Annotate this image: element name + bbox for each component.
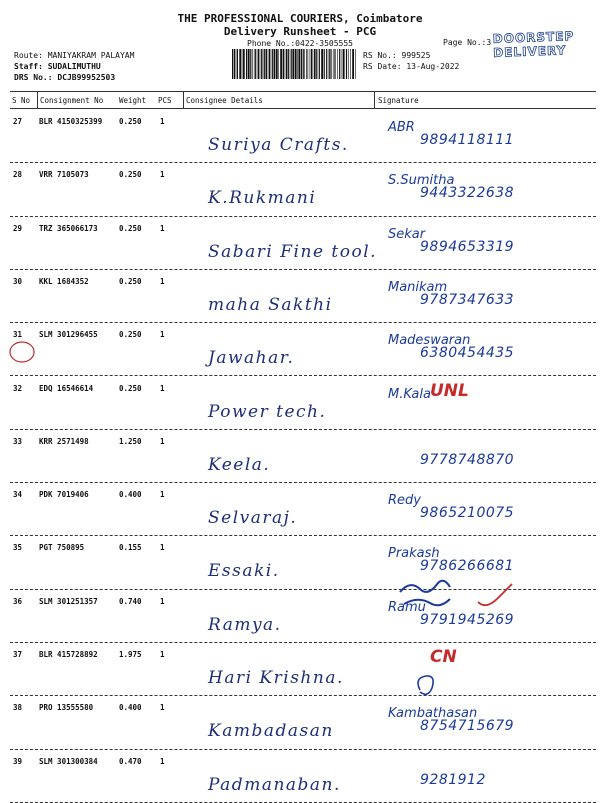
row-signature-name: Prakash [388, 546, 440, 562]
row-sno: 30 [13, 276, 23, 286]
row-weight: 0.250 [119, 383, 142, 393]
row-sno: 28 [13, 170, 23, 180]
row-sno: 36 [13, 596, 23, 606]
row-weight: 0.250 [119, 330, 142, 340]
row-signature-name: Madeswaran [388, 333, 471, 349]
row-signature-note: CN [430, 647, 457, 667]
rs-number: RS No.: 999525 [363, 51, 431, 60]
row-signature-phone: 6380454435 [420, 345, 515, 362]
row-pcs: 1 [160, 276, 165, 286]
row-weight: 0.250 [119, 117, 142, 126]
row-sno: 34 [13, 490, 23, 500]
row-pcs: 1 [160, 436, 165, 446]
row-consignee-name: Essaki. [208, 561, 280, 582]
row-weight: 0.400 [119, 490, 142, 500]
row-consignment-no: EDQ 16546614 [39, 383, 94, 393]
row-signature-phone: 9894653319 [420, 238, 515, 255]
row-consignee-name: Padmanaban. [208, 774, 341, 795]
row-pcs: 1 [160, 756, 165, 766]
doorstep-delivery-stamp: DOORSTEP DELIVERY [492, 29, 575, 60]
col-header-sno: S No [12, 96, 31, 105]
row-pcs: 1 [160, 330, 165, 340]
row-consignment-no: SLM 301300384 [39, 756, 98, 766]
row-sno: 35 [13, 543, 23, 553]
col-header-consignment: Consignment No [40, 96, 104, 105]
row-weight: 0.250 [119, 223, 142, 233]
row-sno: 37 [13, 650, 23, 659]
row-consignment-no: TRZ 365066173 [39, 223, 98, 233]
signature-flourish [418, 676, 433, 694]
row-signature-phone: 9281912 [420, 771, 486, 788]
row-weight: 1.250 [119, 436, 142, 446]
row-signature-phone: 9865210075 [420, 505, 515, 522]
row-consignee-name: K.Rukmani [208, 188, 317, 209]
company-title: THE PROFESSIONAL COURIERS, Coimbatore [177, 12, 423, 25]
row-signature-name: Ramu [388, 599, 426, 615]
row-weight: 0.400 [119, 703, 142, 713]
row-pcs: 1 [160, 383, 165, 393]
route: Route: MANIYAKRAM PALAYAM [14, 51, 135, 60]
row-pcs: 1 [160, 170, 165, 180]
row-consignment-no: SLM 301251357 [39, 596, 98, 606]
row-weight: 0.250 [119, 170, 142, 180]
row-signature-phone: 9778748870 [420, 451, 515, 468]
row-signature-phone: 9791945269 [420, 611, 515, 628]
row-pcs: 1 [160, 543, 165, 553]
scribble-mark [404, 599, 450, 605]
row-consignment-no: BLR 4150325399 [39, 117, 103, 126]
row-sno: 29 [13, 223, 23, 233]
row-consignment-no: KKL 1684352 [39, 276, 89, 286]
row-signature-phone: 8754715679 [420, 718, 515, 735]
row-consignee-name: Ramya. [208, 614, 282, 635]
row-signature-name: Manikam [388, 279, 448, 295]
row-sno: 33 [13, 436, 23, 446]
row-signature-name: ABR [388, 120, 415, 135]
drs-number: DRS No.: DCJB99952503 [14, 73, 116, 82]
row-consignment-no: BLR 415728892 [39, 650, 98, 659]
col-header-weight: Weight [119, 96, 147, 105]
red-tick-mark [478, 584, 512, 605]
row-sno: 38 [13, 703, 23, 713]
staff: Staff: SUDALIMUTHU [14, 62, 101, 71]
row-consignment-no: SLM 301296455 [39, 330, 98, 340]
page-number: Page No.:3 [443, 38, 492, 47]
row-signature-phone: 9786266681 [420, 558, 515, 575]
row-weight: 0.155 [119, 543, 142, 553]
phone-number: Phone No.:0422-3505555 [247, 39, 353, 48]
row-pcs: 1 [160, 596, 165, 606]
row-weight: 0.740 [119, 596, 142, 606]
row-signature-phone: 9443322638 [420, 185, 515, 202]
row-consignee-name: Suriya Crafts. [208, 135, 349, 155]
row-signature-name: Redy [388, 493, 421, 509]
row-consignee-name: Keela. [208, 454, 271, 475]
row-pcs: 1 [160, 650, 165, 659]
scribble-mark [400, 581, 450, 592]
row-consignee-name: maha Sakthi [208, 294, 333, 315]
row-pcs: 1 [160, 223, 165, 233]
row-signature-name: M.Kala [388, 386, 431, 402]
row-signature-name: S.Sumitha [388, 173, 455, 189]
red-circle-mark [10, 342, 34, 362]
row-weight: 0.470 [119, 756, 142, 766]
row-signature-note: UNL [430, 380, 469, 401]
row-consignment-no: VRR 7105073 [39, 170, 89, 180]
col-header-pcs: PCS [158, 96, 172, 105]
row-pcs: 1 [160, 703, 165, 713]
col-header-signature: Signature [378, 96, 419, 105]
row-pcs: 1 [160, 117, 165, 126]
row-sno: 39 [13, 756, 23, 766]
row-consignee-name: Jawahar. [208, 348, 295, 369]
row-consignment-no: PGT 750895 [39, 543, 85, 553]
row-weight: 0.250 [119, 276, 142, 286]
col-header-consignee: Consignee Details [186, 96, 263, 105]
row-signature-phone: 9894118111 [420, 132, 515, 148]
row-sno: 32 [13, 383, 23, 393]
row-consignee-name: Sabari Fine tool. [208, 241, 378, 262]
row-pcs: 1 [160, 490, 165, 500]
row-consignee-name: Power tech. [208, 401, 327, 422]
rs-date: RS Date: 13-Aug-2022 [363, 62, 460, 71]
row-consignment-no: PRO 13555580 [39, 703, 94, 713]
row-consignment-no: KRR 2571498 [39, 436, 89, 446]
row-consignee-name: Selvaraj. [208, 508, 298, 529]
row-consignee-name: Kambadasan [208, 721, 334, 742]
sheet-title: Delivery Runsheet - PCG [223, 25, 377, 38]
row-signature-name: Kambathasan [388, 706, 478, 722]
row-sno: 27 [13, 117, 23, 126]
row-sno: 31 [13, 330, 23, 340]
row-consignee-name: Hari Krishna. [208, 668, 344, 688]
row-weight: 1.975 [119, 650, 142, 659]
row-consignment-no: PDK 7019406 [39, 490, 89, 500]
row-signature-name: Sekar [388, 226, 426, 242]
row-signature-phone: 9787347633 [420, 291, 515, 308]
